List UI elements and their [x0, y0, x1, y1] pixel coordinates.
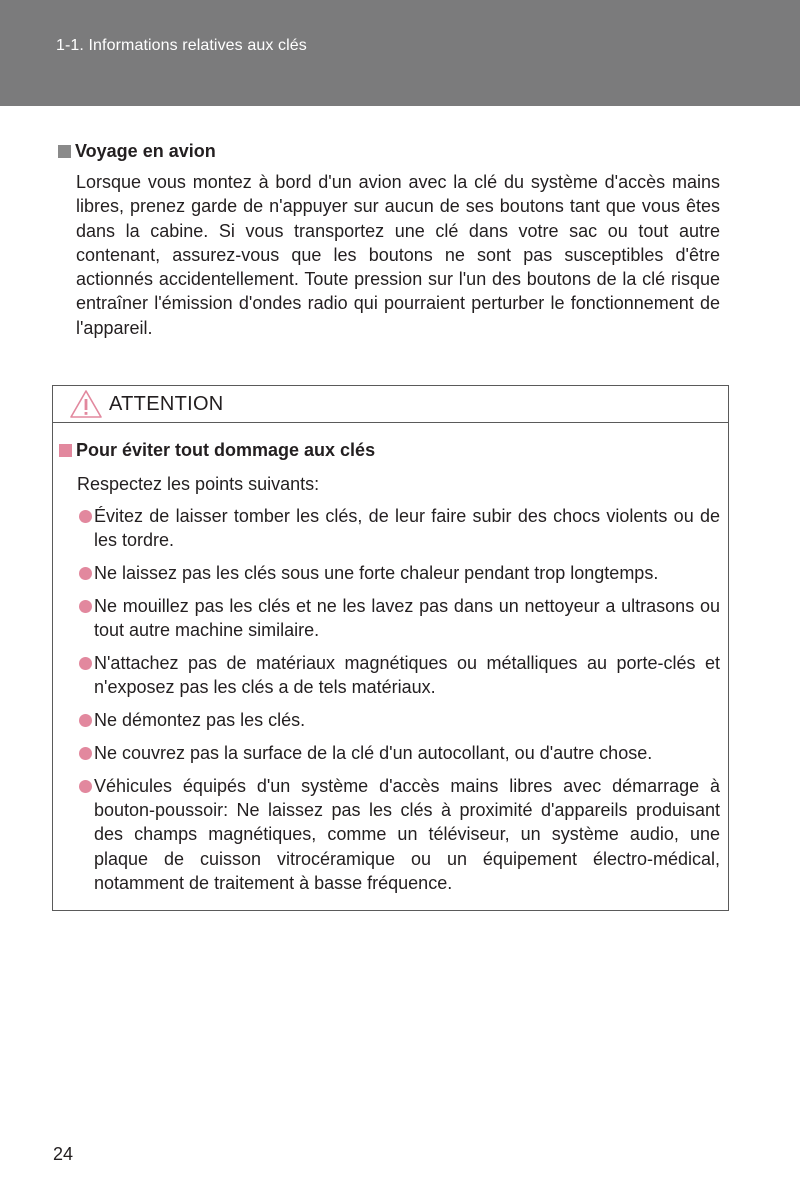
attention-header	[53, 386, 728, 423]
list-item	[59, 774, 720, 895]
section-paragraph: Lorsque vous montez à bord d'un avion avec la clé du système d'accès mains libres, prenez garde de n'appuyer sur aucun de ses boutons tant que vous êtes dans la cabine. Si vous transportez une clé dans votre sac ou tout autre contenant, assurez-vous que les boutons ne sont pas susceptibles d'être actionnés accidentellement. Toute pression sur l'un des boutons de la clé risque entraîner l'émission d'ondes radio qui pourraient perturber le fonctionnement de l'appareil.	[76, 172, 720, 338]
list-item	[59, 504, 720, 553]
page-number: 24	[53, 1144, 74, 1164]
list-item	[59, 561, 720, 585]
attention-heading-text: Pour éviter tout dommage aux clés	[76, 440, 376, 460]
section-heading	[58, 140, 720, 162]
attention-intro: Respectez les points suivants:	[77, 474, 320, 494]
attention-box	[52, 385, 729, 911]
list-item	[59, 594, 720, 643]
attention-heading	[59, 439, 720, 461]
bullet-dot-icon	[79, 600, 92, 613]
square-bullet-icon	[59, 444, 72, 457]
list-item-text: Véhicules équipés d'un système d'accès mains libres avec démarrage à bouton-poussoir: Ne laissez pas les clés à proximité d'appareils produisant des champs magnétiques, comme un téléviseur, un système audio, une plaque de cuisson vitrocéramique ou un équipement électro-médical, notamment de traitement à basse fréquence.	[94, 775, 720, 893]
list-item-text: N'attachez pas de matériaux magnétiques ou métalliques au porte-clés et n'exposez pas les clés a de tels matériaux.	[94, 652, 720, 698]
bullet-dot-icon	[79, 747, 92, 760]
list-item-text: Évitez de laisser tomber les clés, de leur faire subir des chocs violents ou de les tordre.	[94, 506, 720, 551]
breadcrumb: 1-1. Informations relatives aux clés	[56, 37, 307, 54]
warning-triangle-icon	[69, 389, 103, 419]
attention-title: ATTENTION	[109, 392, 224, 415]
header-bar	[0, 0, 800, 106]
section-voyage-en-avion	[58, 140, 720, 340]
attention-list	[59, 504, 720, 895]
list-item-text: Ne couvrez pas la surface de la clé d'un autocollant, ou d'autre chose.	[94, 742, 653, 763]
list-item-text: Ne démontez pas les clés.	[94, 710, 306, 731]
list-item	[59, 741, 720, 765]
bullet-dot-icon	[79, 567, 92, 580]
bullet-dot-icon	[79, 714, 92, 727]
attention-body	[53, 423, 728, 895]
bullet-dot-icon	[79, 657, 92, 670]
list-item-text: Ne laissez pas les clés sous une forte chaleur pendant trop longtemps.	[94, 563, 659, 584]
list-item-text: Ne mouillez pas les clés et ne les lavez pas dans un nettoyeur a ultrasons ou tout autre machine similaire.	[94, 595, 720, 641]
bullet-dot-icon	[79, 780, 92, 793]
square-bullet-icon	[58, 145, 71, 158]
list-item	[59, 708, 720, 732]
list-item	[59, 651, 720, 700]
section-heading-text: Voyage en avion	[75, 141, 216, 161]
bullet-dot-icon	[79, 510, 92, 523]
